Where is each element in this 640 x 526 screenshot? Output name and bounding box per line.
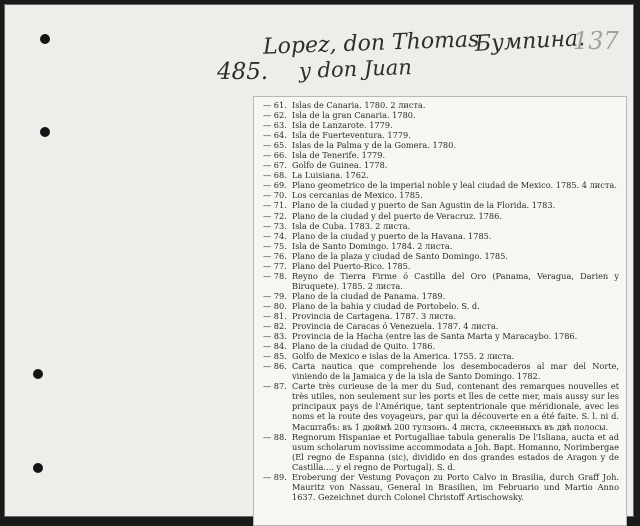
list-item <box>263 241 619 251</box>
handwritten-place: Бумпина. <box>474 26 586 57</box>
entry-list <box>263 100 619 502</box>
entry-text: Carte très curieuse de la mer du Sud, contenant des remarques nouvelles et très utiles, non seulement sur les ports et îles de cette mer, mais aussy sur les principaux pays de l'Amérique, tant septentrionale que méridionale, avec les noms et la route des voyageurs, par qui la découverte en a été faite. S. l. ni d. Масштабъ: въ 1 дюймѣ 200 тулзонъ. 4 листа, склеенныхъ въ двѣ полосы. <box>292 381 619 432</box>
list-item <box>263 351 619 361</box>
entry-text: Isla de Cuba. 1783. 2 листа. <box>292 220 411 231</box>
handwritten-catalog-number: 485. <box>217 59 269 85</box>
entry-number: — 85. <box>263 351 287 362</box>
entry-number: — 74. <box>263 230 287 241</box>
punch-hole-1 <box>40 34 50 44</box>
punch-hole-4 <box>33 463 43 473</box>
entry-number: — 84. <box>263 341 287 352</box>
list-item <box>263 361 619 381</box>
entry-text: Regnorum Hispaniae et Portugalliae tabula generalis De l'Isliana, aucta et ad usum scholarum novissime accommodata a Joh. Bapt. Homanno, Norimbergae (El regno de Espanna (sic), dividido en dos grandes estados de Aragon y de Castilla.... y el regno de Portugal). S. d. <box>292 431 619 472</box>
list-item <box>263 180 619 190</box>
entry-text: Carta nautica que comprehende los desembocaderos al mar del Norte, viniendo de la Jamaica y de la isla de Santo Domingo. 1782. <box>292 361 619 382</box>
entry-text: Islas de la Palma y de la Gomera. 1780. <box>292 140 456 151</box>
printed-clipping <box>253 96 627 526</box>
list-item <box>263 200 619 210</box>
list-item <box>263 321 619 331</box>
entry-text: Plano de la ciudad y puerto de San Agustin de la Florida. 1783. <box>292 200 556 211</box>
entry-number: — 64. <box>263 130 287 141</box>
list-item <box>263 311 619 321</box>
punch-hole-3 <box>33 369 43 379</box>
entry-number: — 82. <box>263 321 287 332</box>
entry-text: Provincia de Caracas ó Venezuela. 1787. 4 листа. <box>292 321 499 332</box>
entry-text: Plano del Puerto-Rico. 1785. <box>292 260 411 271</box>
list-item <box>263 432 619 472</box>
entry-text: Golfo de Mexico e islas de la America. 1755. 2 листа. <box>292 351 515 362</box>
entry-text: Isla de la gran Canaria. 1780. <box>292 110 416 121</box>
list-item <box>263 221 619 231</box>
entry-text: Plano geometrico de la imperial noble y leal ciudad de Mexico. 1785. 4 листа. <box>292 180 617 191</box>
entry-text: Plano de la ciudad de Quito. 1786. <box>292 341 436 352</box>
handwritten-author-line-1: Lopez, don Thomas <box>262 27 480 60</box>
entry-number: — 89. <box>263 471 287 482</box>
list-item <box>263 190 619 200</box>
entry-number: — 67. <box>263 160 287 171</box>
entry-number: — 62. <box>263 110 287 121</box>
entry-number: — 70. <box>263 190 287 201</box>
punch-hole-2 <box>40 127 50 137</box>
entry-number: — 76. <box>263 250 287 261</box>
entry-number: — 80. <box>263 300 287 311</box>
entry-number: — 72. <box>263 210 287 221</box>
catalog-card <box>4 4 634 517</box>
handwritten-author-line-2: y don Juan <box>298 55 413 83</box>
entry-number: — 75. <box>263 240 287 251</box>
entry-number: — 87. <box>263 381 287 392</box>
list-item <box>263 301 619 311</box>
entry-text: La Luisiana. 1762. <box>292 170 369 181</box>
list-item <box>263 331 619 341</box>
list-item <box>263 140 619 150</box>
list-item <box>263 271 619 291</box>
entry-text: Isla de Fuerteventura. 1779. <box>292 130 411 141</box>
entry-number: — 78. <box>263 270 287 281</box>
entry-text: Plano de la ciudad de Panama. 1789. <box>292 290 446 301</box>
entry-number: — 63. <box>263 120 287 131</box>
list-item <box>263 160 619 170</box>
entry-text: Provincia de la Hacha (entre las de Santa Marta y Maracaybo. 1786. <box>292 331 578 342</box>
entry-number: — 77. <box>263 260 287 271</box>
entry-number: — 83. <box>263 331 287 342</box>
entry-number: — 73. <box>263 220 287 231</box>
list-item <box>263 100 619 110</box>
entry-text: Golfo de Guinea. 1778. <box>292 160 388 171</box>
entry-number: — 86. <box>263 361 287 372</box>
list-item <box>263 291 619 301</box>
list-item <box>263 130 619 140</box>
entry-text: Isla de Santo Domingo. 1784. 2 листа. <box>292 240 453 251</box>
entry-text: Plano de la bahia y ciudad de Portobelo. S. d. <box>292 300 480 311</box>
list-item <box>263 170 619 180</box>
entry-number: — 88. <box>263 431 287 442</box>
list-item <box>263 231 619 241</box>
entry-text: Plano de la plaza y ciudad de Santo Domingo. 1785. <box>292 250 508 261</box>
entry-text: Eroberung der Vestung Povaçon zu Porto Calvo in Brasilia, durch Graff Joh. Mauritz von Nassau, General in Brasilien, im Februario und Martio Anno 1637. Gezeichnet durch Colonel Christoff Artischowsky. <box>292 471 619 502</box>
list-item <box>263 341 619 351</box>
list-item <box>263 251 619 261</box>
list-item <box>263 381 619 431</box>
entry-number: — 65. <box>263 140 287 151</box>
list-item <box>263 110 619 120</box>
entry-number: — 81. <box>263 310 287 321</box>
entry-text: Isla de Tenerife. 1779. <box>292 150 386 161</box>
list-item <box>263 120 619 130</box>
entry-text: Reyno de Tierra Firme ó Castilla del Oro (Panama, Veragua, Darien y Biruquete). 1785. 2 листа. <box>292 270 619 291</box>
entry-number: — 71. <box>263 200 287 211</box>
list-item <box>263 472 619 502</box>
list-item <box>263 150 619 160</box>
entry-number: — 69. <box>263 180 287 191</box>
entry-number: — 79. <box>263 290 287 301</box>
handwritten-number-right: 137 <box>573 27 619 55</box>
entry-number: — 68. <box>263 170 287 181</box>
entry-number: — 66. <box>263 150 287 161</box>
entry-text: Los cercanias de Mexico. 1785. <box>292 190 423 201</box>
entry-text: Provincia de Cartagena. 1787. 3 листа. <box>292 310 457 321</box>
entry-number: — 61. <box>263 100 287 110</box>
entry-text: Plano de la ciudad y del puerto de Veracruz. 1786. <box>292 210 502 221</box>
entry-text: Isla de Lanzarote. 1779. <box>292 120 393 131</box>
list-item <box>263 261 619 271</box>
list-item <box>263 211 619 221</box>
entry-text: Islas de Canaria. 1780. 2 листа. <box>292 100 426 110</box>
entry-text: Plano de la ciudad y puerto de la Havana. 1785. <box>292 230 492 241</box>
